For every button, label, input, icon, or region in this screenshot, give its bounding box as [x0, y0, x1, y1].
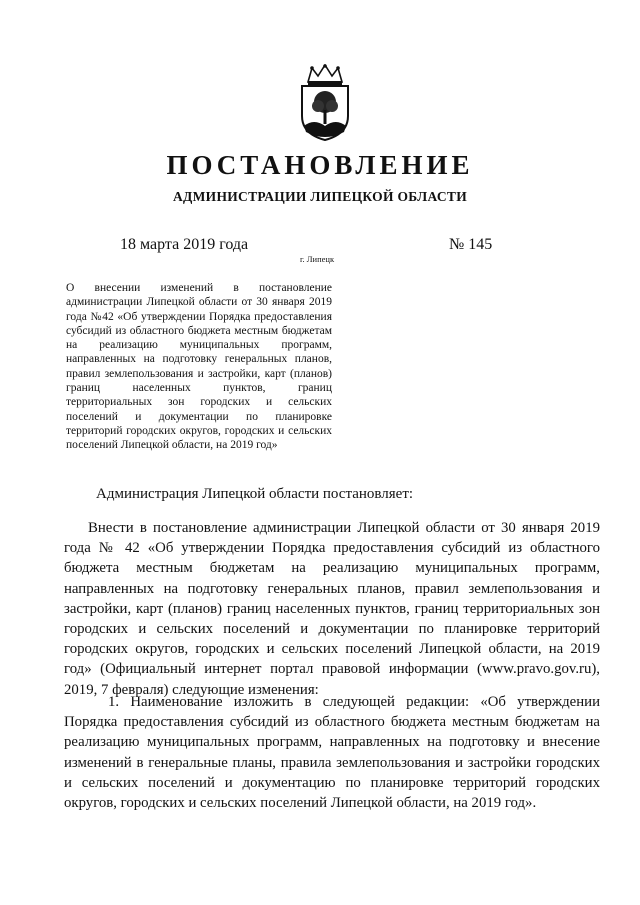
coat-of-arms-emblem	[294, 64, 356, 142]
paragraph-main	[64, 518, 600, 700]
paragraph-main-text: Внести в постановление администрации Липецкой области от 30 января 2019 года № 42 «Об утверждении Порядка предоставления субсидий из областного бюджета местным бюджетам на реализацию муниципальных программ, направленных на подготовку генеральных планов, правил землепользования и застройки, карт (планов) границ населенных пунктов, границ территориальных зон городских и сельских поселений и документации по планировке территорий городских округов, городских и сельских поселений Липецкой области, на 2019 год» (Официальный интернет портал правовой информации (www.pravo.gov.ru), 2019, 7 февраля) следующие изменения:	[64, 520, 600, 698]
paragraph-item-1-text: 1. Наименование изложить в следующей редакции: «Об утверждении Порядка предоставления субсидий из областного бюджета местным бюджетам на реализацию муниципальных программ, направленных на подготовку и внесение изменений в генеральные планы, правила землепользования и застройки городских и сельских поселений и документацию по планировке территорий городских округов, городских и сельских поселений Липецкой области, на 2019 год».	[64, 694, 600, 812]
document-title: ПОСТАНОВЛЕНИЕ	[166, 150, 474, 180]
paragraph-item-1	[64, 692, 600, 813]
document-city: г. Липецк	[300, 254, 335, 264]
document-number: № 145	[449, 236, 493, 253]
document-date: 18 марта 2019 года	[120, 236, 249, 253]
intro-statement: Администрация Липецкой области постановляет:	[96, 486, 414, 502]
document-about: О внесении изменений в постановление администрации Липецкой области от 30 января 2019 года №42 «Об утверждении Порядка предоставления субсидий из областного бюджета местным бюджетам на реализацию муниципальных программ, направленных на подготовку генеральных планов, правил землепользования и застройки, карт (планов) границ населенных пунктов, границ территориальных зон городских и сельских поселений и документации по планировке территорий городских округов, городских и сельских поселений Липецкой области, на 2019 год»	[66, 282, 332, 452]
document-subtitle: АДМИНИСТРАЦИИ ЛИПЕЦКОЙ ОБЛАСТИ	[172, 189, 468, 204]
